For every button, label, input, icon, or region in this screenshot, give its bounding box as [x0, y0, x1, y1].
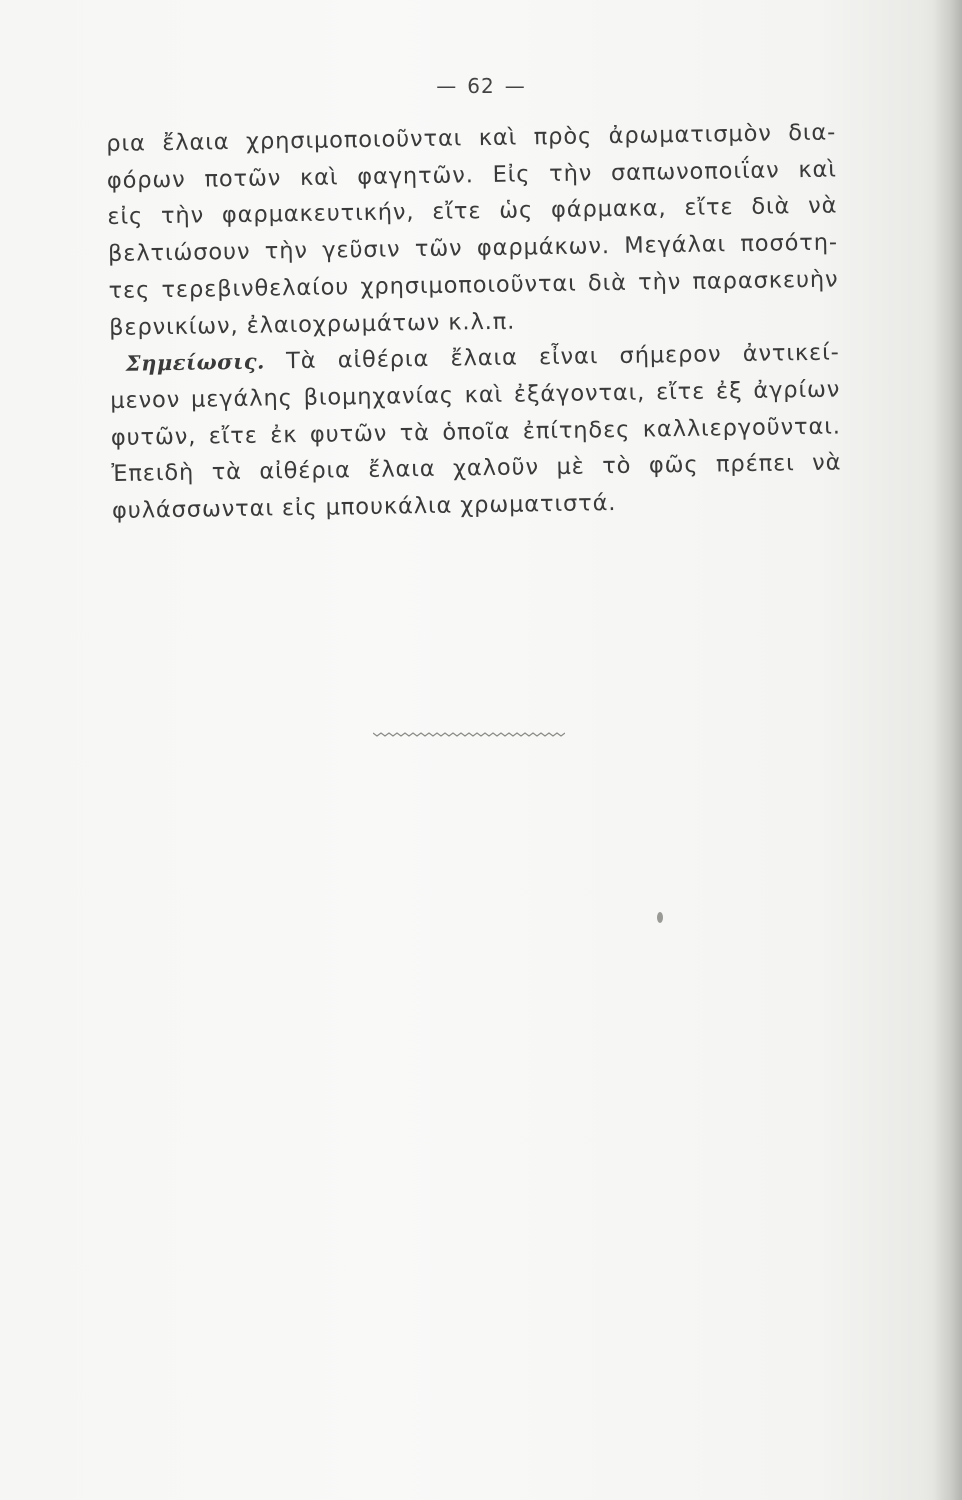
note-label: Σημείωσις.: [125, 348, 266, 376]
paragraph-2-line: Ἐπειδὴ τὰ αἰθέρια ἔλαια χαλοῦν μὲ τὸ φῶς πρέπει νὰ: [111, 449, 842, 488]
paragraph-1-line: ρια ἔλαια χρησιμοποιοῦνται καὶ πρὸς ἀρωματισμὸν δια-: [106, 119, 837, 157]
binding-shadow: [934, 0, 962, 1500]
page-number-dash-right: —: [504, 74, 526, 98]
paragraph-2-line: φυλάσσωνται εἰς μπουκάλια χρωματιστά.: [111, 490, 617, 524]
paragraph-2-line: μενον μεγάλης βιομηχανίας καὶ ἐξάγονται, εἴτε ἐξ ἀγρίων: [110, 376, 841, 414]
ink-speck: [657, 912, 663, 923]
page-number-dash-left: —: [436, 74, 458, 98]
paragraph-1-line: τες τερεβινθελαίου χρησιμοποιοῦνται διὰ τὴν παρασκευὴν: [108, 266, 839, 304]
paragraph-1-line: φόρων ποτῶν καὶ φαγητῶν. Εἰς τὴν σαπωνοποιΐαν καὶ: [106, 156, 837, 194]
paragraph-1-line: βελτιώσουν τὴν γεῦσιν τῶν φαρμάκων. Μεγάλαι ποσότη-: [107, 229, 839, 268]
wavy-divider-ornament: [373, 730, 565, 738]
body-text: [106, 115, 842, 530]
page-number: [0, 74, 962, 98]
paragraph-2-line: φυτῶν, εἴτε ἐκ φυτῶν τὰ ὁποῖα ἐπίτηδες καλλιεργοῦνται.: [110, 413, 842, 451]
paragraph-1-line: εἰς τὴν φαρμακευτικήν, εἴτε ὡς φάρμακα, εἴτε διὰ νὰ: [107, 192, 838, 231]
page-number-value: 62: [467, 74, 495, 98]
paragraph-2-line: Τὰ αἰθέρια ἔλαια εἶναι σήμερον ἀντικεί-: [285, 339, 840, 375]
paragraph-1-line: βερνικίων, ἐλαιοχρωμάτων κ.λ.π.: [108, 308, 516, 341]
